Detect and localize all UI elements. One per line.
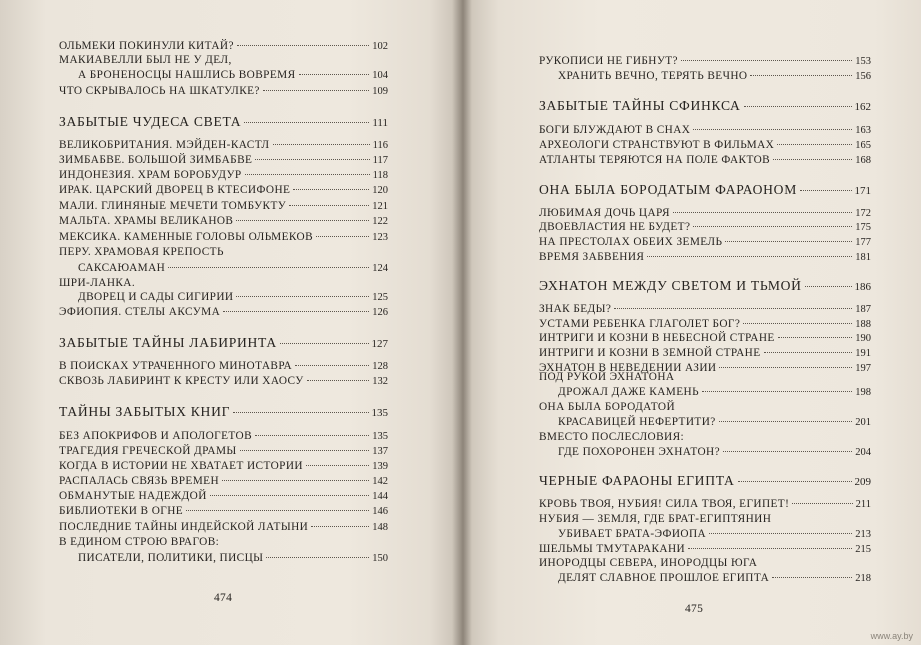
toc-entry-title: ШРИ-ЛАНКА.	[59, 277, 136, 289]
toc-entry-title: БИБЛИОТЕКИ В ОГНЕ	[59, 505, 184, 517]
toc-entry-page: 198	[855, 387, 871, 398]
toc-entry	[59, 489, 388, 504]
dot-leader	[800, 190, 852, 191]
toc-section-title: ЗАБЫТЫЕ ЧУДЕСА СВЕТА	[59, 114, 242, 129]
toc-entry	[539, 346, 871, 361]
toc-entry	[59, 183, 388, 198]
toc-section-title: ЧЕРНЫЕ ФАРАОНЫ ЕГИПТА	[539, 473, 735, 488]
toc-entry-page: 201	[855, 417, 871, 428]
toc-entry	[539, 556, 757, 570]
toc-entry-page: 117	[372, 155, 388, 166]
toc-section-heading	[539, 98, 871, 115]
toc-entry-title: ВРЕМЯ ЗАБВЕНИЯ	[539, 251, 645, 263]
toc-entry-title: ИНДОНЕЗИЯ. ХРАМ БОРОБУДУР	[59, 169, 242, 181]
dot-leader	[263, 90, 369, 91]
toc-entry-page: 123	[372, 232, 388, 243]
toc-entry	[59, 84, 388, 99]
toc-entry-title: ЧТО СКРЫВАЛОСЬ НА ШКАТУЛКЕ?	[59, 85, 260, 97]
dot-leader	[792, 503, 852, 504]
toc-entry-title: ЭФИОПИЯ. СТЕЛЫ АКСУМА	[59, 306, 221, 318]
dot-leader	[293, 189, 369, 190]
toc-entry	[539, 512, 771, 526]
dot-leader	[772, 577, 852, 578]
toc-entry	[59, 504, 388, 519]
toc-entry-title: ВМЕСТО ПОСЛЕСЛОВИЯ:	[539, 431, 685, 443]
dot-leader	[307, 380, 370, 381]
toc-entry-page: 177	[855, 237, 871, 248]
toc-entry-title: ОНА БЫЛА БОРОДАТОЙ	[539, 401, 676, 413]
dot-leader	[744, 106, 852, 107]
dot-leader	[240, 450, 370, 451]
toc-entry-page: 197	[855, 363, 871, 374]
toc-entry-title: КРОВЬ ТВОЯ, НУБИЯ! СИЛА ТВОЯ, ЕГИПЕТ!	[539, 498, 790, 510]
toc-entry-title: ЗИМБАБВЕ. БОЛЬШОЙ ЗИМБАБВЕ	[59, 154, 253, 166]
toc-entry-page: 215	[855, 544, 871, 555]
toc-entry	[539, 54, 871, 69]
toc-entry-title: ХРАНИТЬ ВЕЧНО, ТЕРЯТЬ ВЕЧНО	[558, 70, 748, 82]
dot-leader	[773, 159, 852, 160]
dot-leader	[237, 45, 369, 46]
toc-entry	[59, 245, 224, 259]
dot-leader	[289, 205, 369, 206]
toc-entry-title: АРХЕОЛОГИ СТРАНСТВУЮТ В ФИЛЬМАХ	[539, 139, 775, 151]
toc-entry-title: УБИВАЕТ БРАТА-ЭФИОПА	[558, 528, 707, 540]
toc-entry	[539, 153, 871, 168]
dot-leader	[311, 526, 369, 527]
dot-leader	[673, 212, 852, 213]
toc-entry	[59, 168, 388, 183]
toc-entry-page: 135	[372, 431, 388, 442]
toc-entry-title: В ЕДИНОМ СТРОЮ ВРАГОВ:	[59, 536, 220, 548]
toc-section-page: 171	[854, 185, 871, 197]
page-number: 474	[214, 592, 233, 604]
toc-entry	[539, 400, 675, 414]
toc-entry-page: 211	[855, 499, 871, 510]
toc-entry	[78, 68, 388, 83]
toc-entry-page: 190	[855, 333, 871, 344]
toc-entry-title: ЭХНАТОН В НЕВЕДЕНИИ АЗИИ	[539, 362, 717, 374]
toc-entry-title: САКСАЮАМАН	[78, 262, 166, 274]
toc-entry-title: ИНТРИГИ И КОЗНИ В НЕБЕСНОЙ СТРАНЕ	[539, 332, 775, 344]
dot-leader	[273, 144, 370, 145]
toc-entry	[539, 138, 871, 153]
dot-leader	[693, 226, 852, 227]
dot-leader	[688, 548, 852, 549]
toc-entry	[59, 535, 219, 549]
toc-entry	[539, 497, 871, 512]
toc-entry-title: ПОСЛЕДНИЕ ТАЙНЫ ИНДЕЙСКОЙ ЛАТЫНИ	[59, 521, 309, 533]
toc-entry-page: 137	[372, 446, 388, 457]
toc-entry-title: МАКИАВЕЛЛИ БЫЛ НЕ У ДЕЛ,	[59, 54, 232, 66]
toc-entry	[539, 317, 871, 332]
toc-entry-page: 142	[372, 476, 388, 487]
toc-entry	[59, 520, 388, 535]
toc-entry-title: ГДЕ ПОХОРОНЕН ЭХНАТОН?	[558, 446, 721, 458]
toc-entry-title: В ПОИСКАХ УТРАЧЕННОГО МИНОТАВРА	[59, 360, 293, 372]
toc-entry-title: НУБИЯ — ЗЕМЛЯ, ГДЕ БРАТ-ЕГИПТЯНИН	[539, 513, 772, 525]
toc-entry-page: 116	[372, 140, 388, 151]
toc-entry-title: РУКОПИСИ НЕ ГИБНУТ?	[539, 55, 678, 67]
toc-section-heading	[539, 182, 871, 199]
page-number: 475	[685, 603, 704, 615]
toc-entry-title: ДЕЛЯТ СЛАВНОЕ ПРОШЛОЕ ЕГИПТА	[558, 572, 770, 584]
toc-entry-title: ПЕРУ. ХРАМОВАЯ КРЕПОСТЬ	[59, 246, 224, 258]
toc-entry-title: ИРАК. ЦАРСКИЙ ДВОРЕЦ В КТЕСИФОНЕ	[59, 184, 291, 196]
dot-leader	[702, 391, 852, 392]
toc-entry	[539, 331, 871, 346]
toc-entry	[539, 370, 674, 384]
toc-section-title: ЗАБЫТЫЕ ТАЙНЫ ЛАБИРИНТА	[59, 335, 277, 350]
toc-entry-page: 109	[372, 86, 388, 97]
toc-entry-page: 144	[372, 491, 388, 502]
toc-entry-page: 128	[372, 361, 388, 372]
dot-leader	[777, 144, 852, 145]
toc-entry	[539, 430, 684, 444]
dot-leader	[750, 75, 852, 76]
toc-entry-page: 148	[372, 522, 388, 533]
toc-section-title: ТАЙНЫ ЗАБЫТЫХ КНИГ	[59, 404, 231, 419]
dot-leader	[266, 557, 369, 558]
toc-entry-title: ПИСАТЕЛИ, ПОЛИТИКИ, ПИСЦЫ	[78, 552, 264, 564]
toc-entry	[78, 551, 388, 566]
dot-leader	[236, 296, 369, 297]
toc-section-heading	[539, 278, 871, 295]
toc-entry-page: 146	[372, 506, 388, 517]
toc-entry-title: ИНОРОДЦЫ СЕВЕРА, ИНОРОДЦЫ ЮГА	[539, 557, 758, 569]
toc-entry	[59, 474, 388, 489]
toc-entry-title: ТРАГЕДИЯ ГРЕЧЕСКОЙ ДРАМЫ	[59, 445, 237, 457]
toc-entry	[59, 39, 388, 54]
dot-leader	[693, 129, 852, 130]
dot-leader	[709, 533, 852, 534]
toc-entry	[558, 445, 871, 460]
toc-entry	[59, 444, 388, 459]
toc-entry	[78, 261, 388, 276]
toc-entry-title: МАЛИ. ГЛИНЯНЫЕ МЕЧЕТИ ТОМБУКТУ	[59, 200, 287, 212]
watermark: www.ay.by	[870, 631, 913, 641]
toc-entry-page: 139	[372, 461, 388, 472]
toc-entry-title: А БРОНЕНОСЦЫ НАШЛИСЬ ВОВРЕМЯ	[78, 69, 296, 81]
toc-section-page: 209	[854, 476, 871, 488]
toc-entry	[59, 153, 388, 168]
toc-section-page: 135	[371, 407, 388, 419]
toc-entry-page: 163	[855, 125, 871, 136]
toc-entry-page: 118	[372, 170, 388, 181]
toc-entry-title: ВЕЛИКОБРИТАНИЯ. МЭЙДЕН-КАСТЛ	[59, 139, 270, 151]
toc-section-title: ОНА БЫЛА БОРОДАТЫМ ФАРАОНОМ	[539, 182, 797, 197]
toc-section-page: 186	[854, 281, 871, 293]
dot-leader	[255, 435, 369, 436]
dot-leader	[805, 286, 852, 287]
toc-entry-title: РАСПАЛАСЬ СВЯЗЬ ВРЕМЕН	[59, 475, 220, 487]
toc-entry-title: БЕЗ АПОКРИФОВ И АПОЛОГЕТОВ	[59, 430, 253, 442]
toc-entry-title: КРАСАВИЦЕЙ НЕФЕРТИТИ?	[558, 416, 716, 428]
toc-entry	[558, 385, 871, 400]
toc-entry	[539, 542, 871, 557]
dot-leader	[306, 465, 369, 466]
toc-entry-title: ЛЮБИМАЯ ДОЧЬ ЦАРЯ	[539, 207, 670, 219]
right-page	[462, 0, 921, 645]
toc-section-page: 162	[854, 101, 871, 113]
toc-entry	[59, 459, 388, 474]
toc-entry-page: 104	[372, 70, 388, 81]
toc-entry-page: 187	[855, 304, 871, 315]
dot-leader	[168, 267, 369, 268]
toc-entry	[539, 235, 871, 250]
toc-entry-page: 102	[372, 41, 388, 52]
toc-entry-page: 175	[855, 222, 871, 233]
toc-section-page: 127	[371, 338, 388, 350]
toc-entry-page: 172	[855, 208, 871, 219]
toc-entry-title: МАЛЬТА. ХРАМЫ ВЕЛИКАНОВ	[59, 215, 234, 227]
dot-leader	[681, 60, 852, 61]
dot-leader	[299, 74, 370, 75]
dot-leader	[295, 365, 369, 366]
dot-leader	[255, 159, 369, 160]
dot-leader	[233, 412, 368, 413]
toc-section-title: ЗАБЫТЫЕ ТАЙНЫ СФИНКСА	[539, 98, 741, 113]
dot-leader	[280, 343, 369, 344]
toc-entry-page: 213	[855, 529, 871, 540]
dot-leader	[719, 421, 853, 422]
dot-leader	[244, 122, 369, 123]
dot-leader	[223, 311, 369, 312]
toc-entry	[558, 571, 871, 586]
dot-leader	[222, 480, 369, 481]
toc-entry-title: УСТАМИ РЕБЕНКА ГЛАГОЛЕТ БОГ?	[539, 318, 741, 330]
toc-entry	[59, 214, 388, 229]
toc-entry-title: НА ПРЕСТОЛАХ ОБЕИХ ЗЕМЕЛЬ	[539, 236, 723, 248]
toc-entry-page: 156	[855, 71, 871, 82]
toc-entry-page: 204	[855, 447, 871, 458]
toc-entry-page: 181	[855, 252, 871, 263]
toc-entry-title: БОГИ БЛУЖДАЮТ В СНАХ	[539, 124, 691, 136]
dot-leader	[725, 241, 852, 242]
toc-entry	[59, 199, 388, 214]
dot-leader	[245, 174, 370, 175]
toc-section-page: 111	[372, 117, 388, 129]
toc-entry-page: 132	[372, 376, 388, 387]
toc-entry	[539, 220, 871, 235]
toc-entry-page: 191	[855, 348, 871, 359]
toc-entry	[558, 69, 871, 84]
toc-section-heading	[59, 404, 388, 421]
toc-entry-page: 120	[372, 185, 388, 196]
dot-leader	[738, 481, 852, 482]
dot-leader	[778, 337, 853, 338]
toc-section-heading	[59, 335, 388, 352]
toc-entry-page: 150	[372, 553, 388, 564]
dot-leader	[764, 352, 853, 353]
toc-entry-title: СКВОЗЬ ЛАБИРИНТ К КРЕСТУ ИЛИ ХАОСУ	[59, 375, 304, 387]
toc-section-heading	[539, 473, 871, 490]
toc-entry-page: 153	[855, 56, 871, 67]
toc-entry	[59, 53, 232, 67]
toc-entry-title: ДРОЖАЛ ДАЖЕ КАМЕНЬ	[558, 386, 699, 398]
toc-entry-title: ЗНАК БЕДЫ?	[539, 303, 612, 315]
toc-entry	[539, 250, 871, 265]
toc-entry	[59, 359, 388, 374]
toc-entry-title: ИНТРИГИ И КОЗНИ В ЗЕМНОЙ СТРАНЕ	[539, 347, 761, 359]
dot-leader	[236, 220, 369, 221]
dot-leader	[614, 308, 852, 309]
toc-entry-title: МЕКСИКА. КАМЕННЫЕ ГОЛОВЫ ОЛЬМЕКОВ	[59, 231, 314, 243]
toc-entry-page: 168	[855, 155, 871, 166]
toc-entry-page: 165	[855, 140, 871, 151]
toc-entry-page: 188	[855, 319, 871, 330]
toc-entry	[59, 429, 388, 444]
toc-entry	[59, 138, 388, 153]
toc-entry	[539, 123, 871, 138]
dot-leader	[647, 256, 852, 257]
dot-leader	[210, 495, 370, 496]
toc-entry-title: ШЕЛЬМЫ ТМУТАРАКАНИ	[539, 543, 686, 555]
toc-entry-title: ДВОЕВЛАСТИЯ НЕ БУДЕТ?	[539, 221, 691, 233]
toc-entry-title: АТЛАНТЫ ТЕРЯЮТСЯ НА ПОЛЕ ФАКТОВ	[539, 154, 771, 166]
toc-entry	[539, 302, 871, 317]
toc-entry-page: 121	[372, 201, 388, 212]
toc-entry-page: 124	[372, 263, 388, 274]
dot-leader	[719, 367, 852, 368]
toc-section-heading	[59, 114, 388, 131]
toc-section-title: ЭХНАТОН МЕЖДУ СВЕТОМ И ТЬМОЙ	[539, 278, 802, 293]
dot-leader	[316, 236, 369, 237]
dot-leader	[723, 451, 852, 452]
toc-entry	[59, 230, 388, 245]
dot-leader	[186, 510, 369, 511]
toc-entry-page: 218	[855, 573, 871, 584]
toc-entry-page: 126	[372, 307, 388, 318]
toc-entry	[539, 206, 871, 221]
toc-entry-title: ПОД РУКОЙ ЭХНАТОНА	[539, 371, 675, 383]
dot-leader	[743, 323, 852, 324]
toc-entry	[558, 527, 871, 542]
toc-entry-title: КОГДА В ИСТОРИИ НЕ ХВАТАЕТ ИСТОРИИ	[59, 460, 303, 472]
book-gutter	[452, 0, 472, 645]
toc-entry	[59, 374, 388, 389]
toc-entry-title: ОЛЬМЕКИ ПОКИНУЛИ КИТАЙ?	[59, 40, 234, 52]
toc-entry	[78, 290, 388, 305]
toc-entry-page: 122	[372, 216, 388, 227]
toc-entry	[59, 305, 388, 320]
toc-entry-title: ДВОРЕЦ И САДЫ СИГИРИИ	[78, 291, 234, 303]
toc-entry-title: ОБМАНУТЫЕ НАДЕЖДОЙ	[59, 490, 207, 502]
toc-entry-page: 125	[372, 292, 388, 303]
toc-entry	[558, 415, 871, 430]
toc-entry	[59, 276, 135, 290]
